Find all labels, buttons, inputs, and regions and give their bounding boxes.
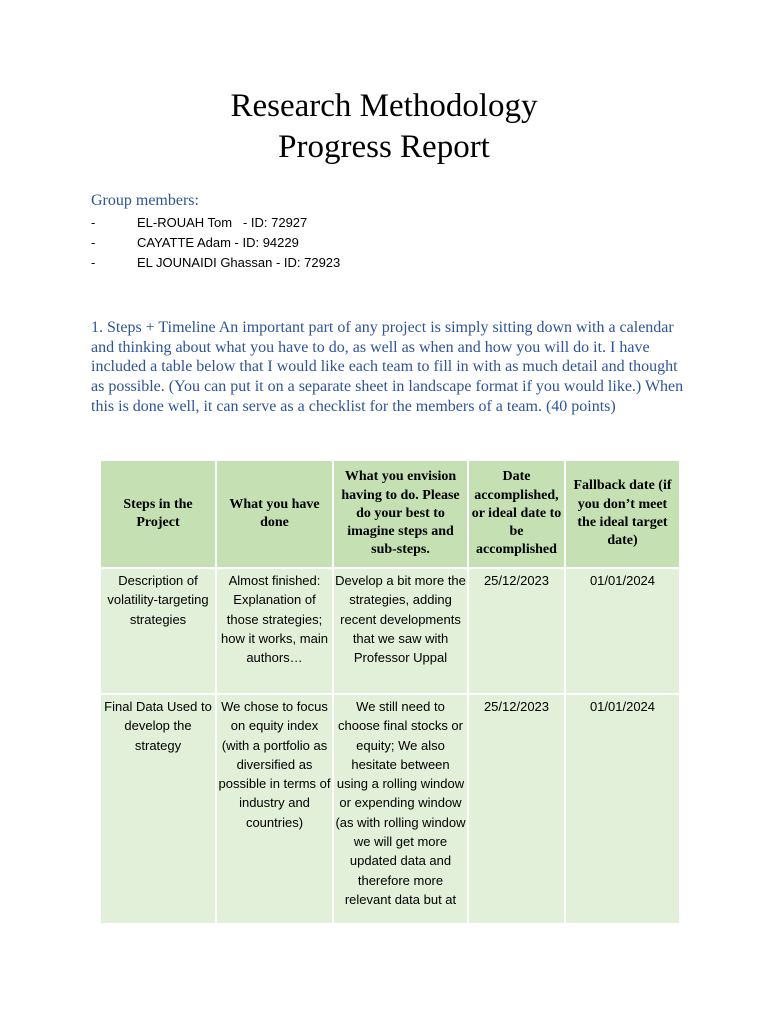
group-member-text: CAYATTE Adam - ID: 94229: [137, 235, 299, 250]
list-bullet: -: [91, 255, 96, 270]
cell-date: 25/12/2023: [468, 568, 565, 694]
group-member-item: [91, 213, 307, 233]
cell-envision: Develop a bit more the strategies, adding recent developments that we saw with Professor Uppal: [333, 568, 468, 694]
cell-fallback-date: 01/01/2024: [565, 694, 680, 924]
cell-step: Final Data Used to develop the strategy: [100, 694, 216, 924]
document-title-line-1: Research Methodology: [230, 88, 538, 124]
group-member-item: [91, 233, 299, 253]
table-header-row: [100, 460, 680, 568]
header-steps-in-project: Steps in the Project: [100, 460, 216, 568]
cell-fallback-date: 01/01/2024: [565, 568, 680, 694]
table-row: [100, 694, 680, 924]
list-bullet: -: [91, 235, 96, 250]
section-1-instructions: 1. Steps + Timeline An important part of any project is simply sitting down with a calendar and thinking about what you have to do, as well as when and how you will do it. I have included a table below that I would like each team to fill in with as much detail and thought as possible. (You can put it on a separate sheet in landscape format if you would like.) When this is done well, it can serve as a checklist for the members of a team. (40 points): [91, 319, 684, 415]
group-member-text: EL-ROUAH Tom - ID: 72927: [137, 215, 308, 230]
steps-timeline-table: [99, 459, 681, 925]
cell-envision: We still need to choose final stocks or equity; We also hesitate between using a rolling window or expending window (as with rolling window we will get more updated data and therefore more relevant data but at: [333, 694, 468, 924]
header-what-done: What you have done: [216, 460, 333, 568]
document-title-line-2: Progress Report: [278, 129, 490, 165]
table-row: [100, 568, 680, 694]
cell-step: Description of volatility-targeting strategies: [100, 568, 216, 694]
cell-date: 25/12/2023: [468, 694, 565, 924]
header-what-envision: What you envision having to do. Please do your best to imagine steps and sub-steps.: [333, 460, 468, 568]
cell-done: Almost finished: Explanation of those strategies; how it works, main authors…: [216, 568, 333, 694]
header-date-accomplished: Date accomplished, or ideal date to be accomplished: [468, 460, 565, 568]
group-members-heading: Group members:: [91, 192, 199, 209]
list-bullet: -: [91, 215, 96, 230]
header-fallback-date: Fallback date (if you don’t meet the ideal target date): [565, 460, 680, 568]
group-member-text: EL JOUNAIDI Ghassan - ID: 72923: [137, 255, 341, 270]
cell-done: We chose to focus on equity index (with a portfolio as diversified as possible in terms of industry and countries): [216, 694, 333, 924]
group-member-item: [91, 253, 340, 273]
